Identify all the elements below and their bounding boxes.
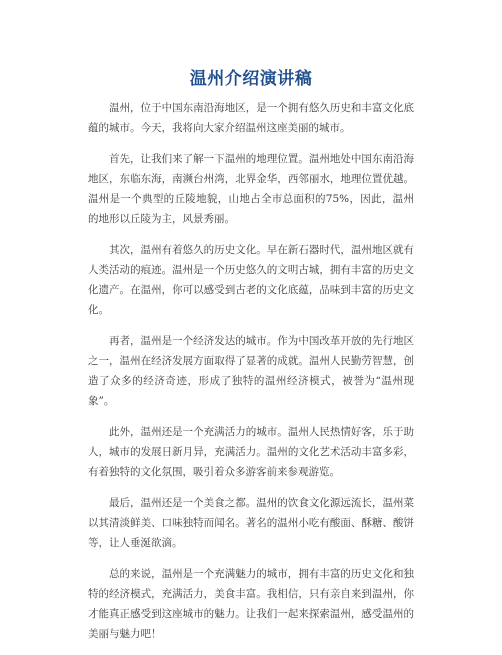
paragraph-economy: 再者，温州是一个经济发达的城市。作为中国改革开放的先行地区之一，温州在经济发展方面取得了显著的成就。温州人民勤劳智慧，创造了众多的经济奇迹，形成了独特的温州经济模式，被誉为“温州现象”。 — [88, 335, 414, 407]
paragraph-conclusion: 总的来说，温州是一个充满魅力的城市，拥有丰富的历史文化和独特的经济模式，充满活力，美食丰富。我相信，只有亲自来到温州，你才能真正感受到这座城市的魅力。让我们一起来探索温州，感受温州的美丽与魅力吧！ — [88, 568, 414, 640]
paragraph-food: 最后，温州还是一个美食之都。温州的饮食文化源远流长，温州菜以其清淡鲜美、口味独特而闻名。著名的温州小吃有酸面、酥糖、酸饼等，让人垂涎欲滴。 — [88, 497, 414, 549]
paragraph-history: 其次，温州有着悠久的历史文化。早在新石器时代，温州地区就有人类活动的痕迹。温州是一个历史悠久的文明古城，拥有丰富的历史文化遗产。在温州，你可以感受到古老的文化底蕴，品味到丰富的历史文化。 — [88, 244, 414, 316]
paragraph-intro: 温州，位于中国东南沿海地区，是一个拥有悠久历史和丰富文化底蕴的城市。今天，我将向大家介绍温州这座美丽的城市。 — [88, 102, 414, 134]
page-title: 温州介绍演讲稿 — [189, 69, 313, 89]
paragraph-vitality: 此外，温州还是一个充满活力的城市。温州人民热情好客，乐于助人，城市的发展日新月异，充满活力。温州的文化艺术活动丰富多彩，有着独特的文化氛围，吸引着众多游客前来参观游览。 — [88, 426, 414, 478]
document-body — [88, 98, 414, 655]
paragraph-geography: 首先，让我们来了解一下温州的地理位置。温州地处中国东南沿海地区，东临东海，南濒台州湾，北界金华，西邻丽水，地理位置优越。温州是一个典型的丘陵地貌，山地占全市总面积的75%，因此，温州的地形以丘陵为主，风景秀丽。 — [88, 153, 414, 225]
